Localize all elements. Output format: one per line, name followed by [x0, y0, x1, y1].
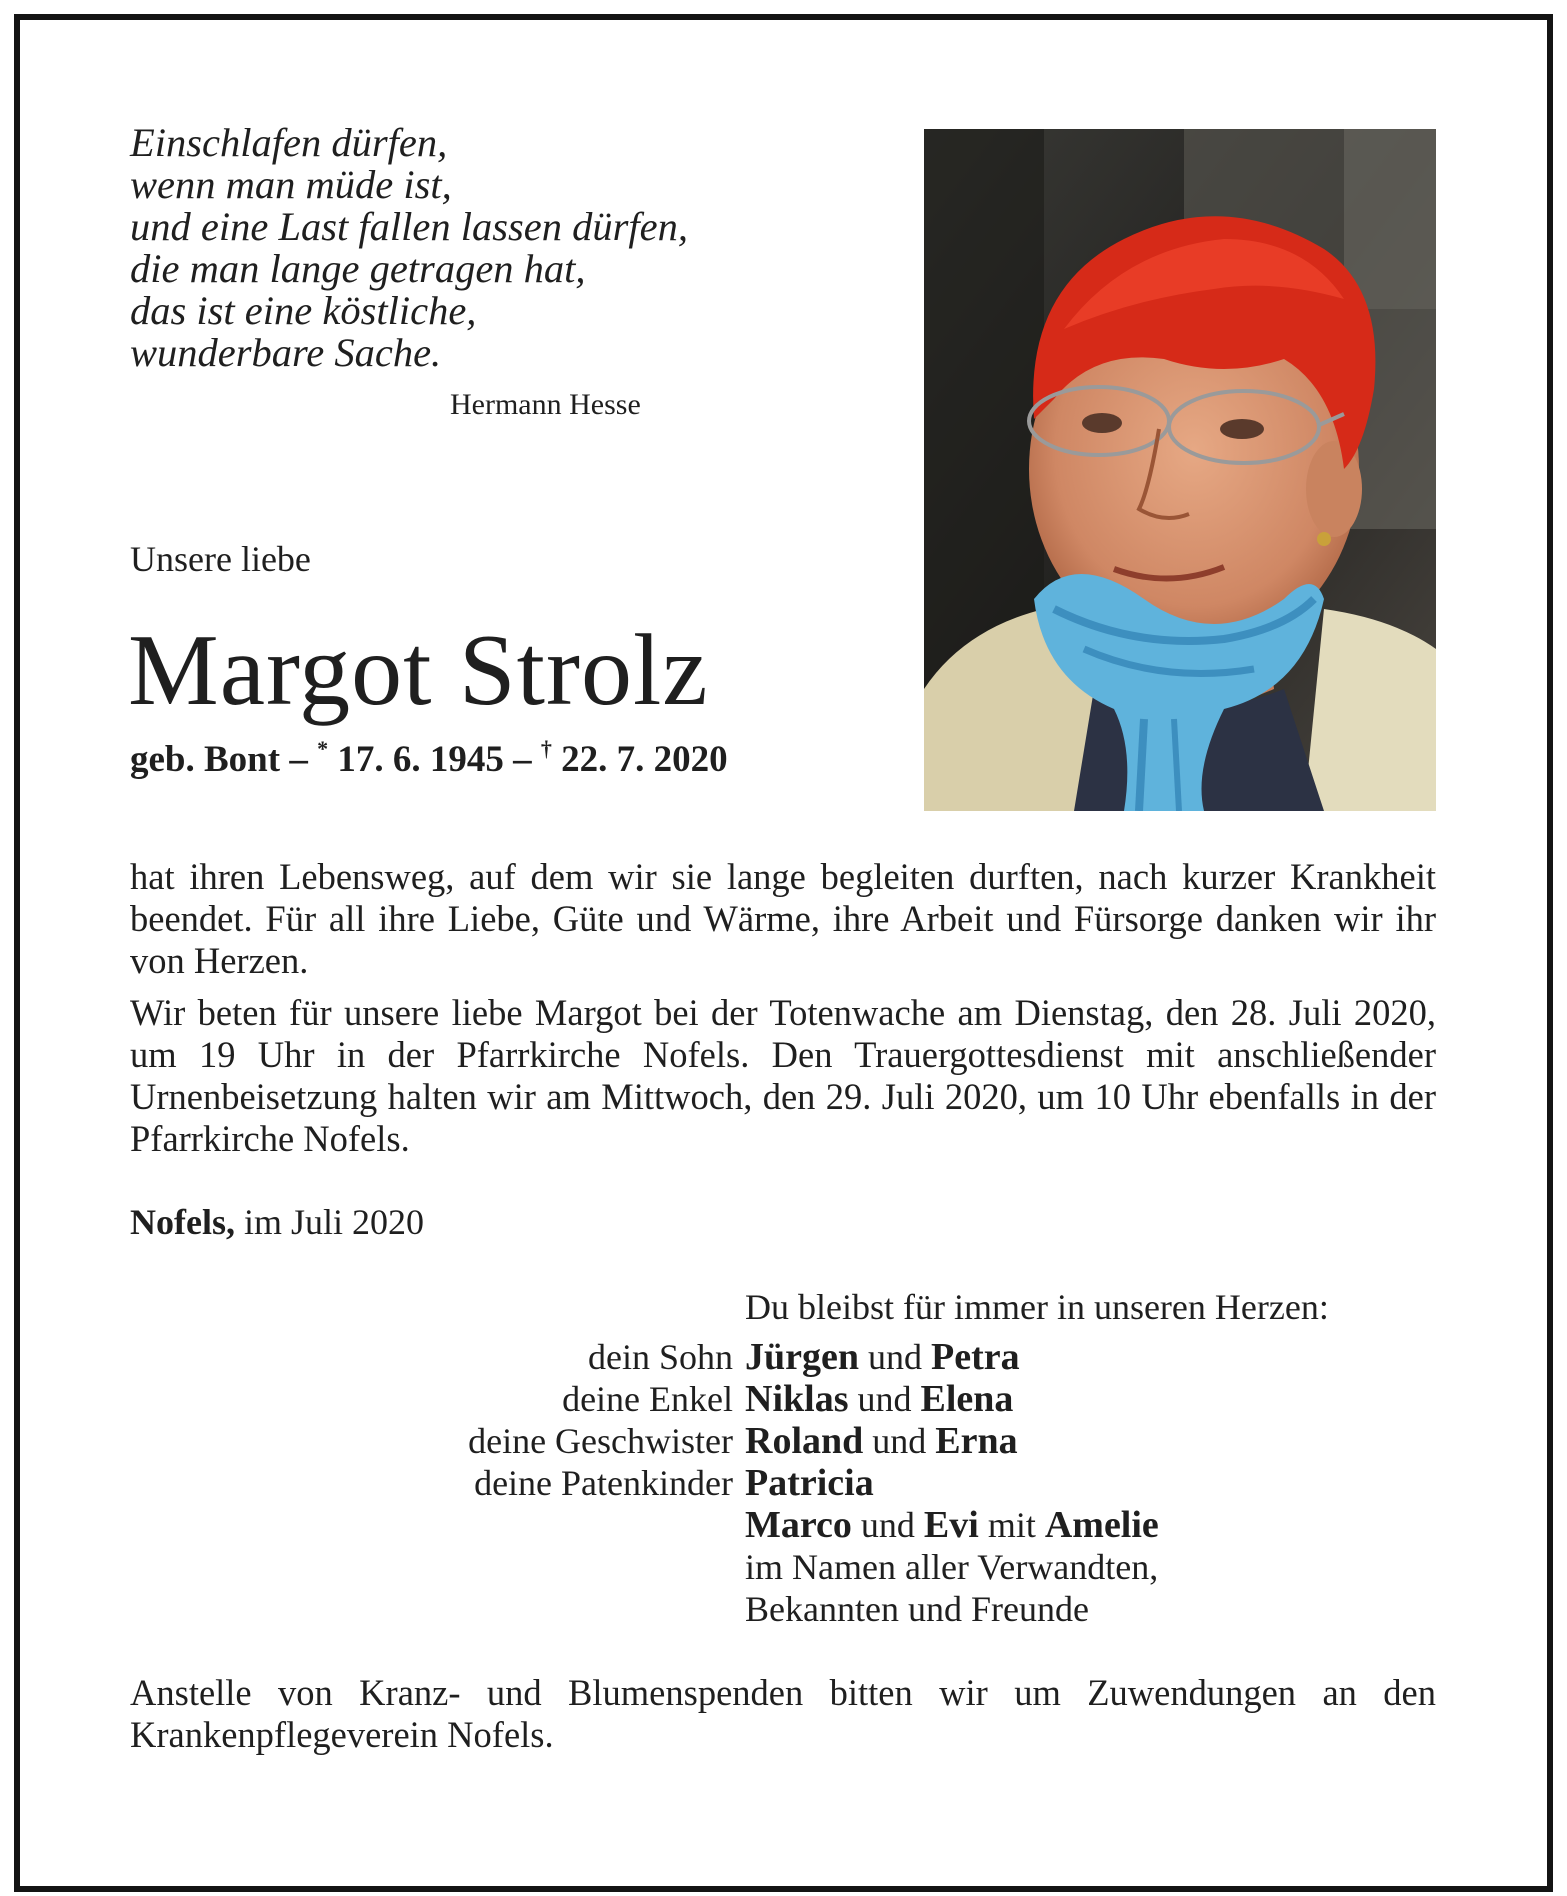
mourner-name: Niklas	[745, 1378, 849, 1420]
poem-line: das ist eine köstliche,	[130, 288, 477, 333]
place-town: Nofels,	[130, 1202, 235, 1242]
mourner-names	[745, 1462, 874, 1504]
relation-label: deine Patenkinder	[474, 1463, 733, 1503]
mourners-heading: Du bleibst für immer in unseren Herzen:	[745, 1287, 1329, 1327]
body-paragraph-2: Wir beten für unsere liebe Margot bei der Totenwache am Dienstag, den 28. Juli 2020, um 19 Uhr in der Pfarrkirche Nofels. Den Trauergottesdienst mit anschließender Urnenbeisetzung halten wir am Mittwoch, den 29. Juli 2020, um 10 Uhr ebenfalls in der Pfarrkirche Nofels.	[130, 992, 1436, 1159]
relation-label-empty	[130, 1504, 745, 1546]
relation-label: dein Sohn	[587, 1337, 733, 1377]
conjunction: und	[872, 1421, 927, 1461]
deceased-name: Margot Strolz	[128, 614, 709, 727]
mourner-row	[130, 1462, 1436, 1504]
relation-label-empty	[130, 1546, 745, 1588]
mourner-name: Petra	[931, 1336, 1020, 1378]
conjunction: und	[860, 1505, 915, 1545]
mourner-row	[130, 1420, 1436, 1462]
poem-line: wenn man müde ist,	[130, 162, 452, 207]
poem-line: die man lange getragen hat,	[130, 246, 586, 291]
relation-label: deine Geschwister	[468, 1421, 733, 1461]
mourner-names	[745, 1420, 1018, 1462]
mourner-name: Elena	[920, 1378, 1014, 1420]
died-symbol: †	[540, 736, 552, 761]
poem-line: und eine Last fallen lassen dürfen,	[130, 204, 688, 249]
born-symbol: *	[317, 736, 329, 761]
poem-line: wunderbare Sache.	[130, 330, 442, 375]
mourners-list	[130, 1336, 1436, 1630]
life-dates	[130, 738, 728, 781]
mourner-name: Marco	[745, 1504, 852, 1546]
mourner-names	[745, 1378, 1013, 1420]
mourner-name: Evi	[923, 1504, 979, 1546]
relation-label: deine Enkel	[562, 1379, 733, 1419]
dash: –	[289, 739, 308, 780]
others-line-2: Bekannten und Freunde	[745, 1589, 1089, 1629]
mourner-name: Patricia	[745, 1462, 874, 1504]
died-date: 22. 7. 2020	[561, 739, 728, 780]
body-paragraph-1: hat ihren Lebensweg, auf dem wir sie lange begleiten durften, nach kurzer Krankheit beendet. Für all ihre Liebe, Güte und Wärme, ihre Arbeit und Fürsorge danken wir ihr von Herzen.	[130, 856, 1436, 981]
poem-author: Hermann Hesse	[450, 388, 641, 421]
place-month: im Juli 2020	[243, 1202, 425, 1242]
mourner-row	[130, 1546, 1436, 1588]
portrait-photo	[924, 129, 1436, 811]
mourner-row	[130, 1336, 1436, 1378]
mourner-names	[745, 1336, 1020, 1378]
mourner-name: Roland	[745, 1420, 864, 1462]
poem-line: Einschlafen dürfen,	[130, 120, 448, 165]
mourner-name: Jürgen	[745, 1336, 859, 1378]
conjunction: und	[857, 1379, 912, 1419]
mourner-row	[130, 1378, 1436, 1420]
place-date	[130, 1201, 424, 1243]
conjunction: mit	[987, 1505, 1036, 1545]
mourner-row	[130, 1588, 1436, 1630]
poem	[130, 122, 710, 374]
relation-label-empty	[130, 1588, 745, 1630]
dash: –	[513, 739, 532, 780]
born-date: 17. 6. 1945	[337, 739, 504, 780]
mourner-row	[130, 1504, 1436, 1546]
mourner-name: Erna	[935, 1420, 1018, 1462]
others-line-1: im Namen aller Verwandten,	[745, 1547, 1159, 1587]
conjunction: und	[868, 1337, 922, 1377]
mourner-names	[745, 1504, 1159, 1546]
birth-name: geb. Bont	[130, 739, 281, 780]
closing-note: Anstelle von Kranz- und Blumenspenden bitten wir um Zuwendungen an den Krankenpflegeverein Nofels.	[130, 1672, 1436, 1755]
mourner-name: Amelie	[1044, 1504, 1159, 1546]
intro-text: Unsere liebe	[130, 539, 311, 579]
